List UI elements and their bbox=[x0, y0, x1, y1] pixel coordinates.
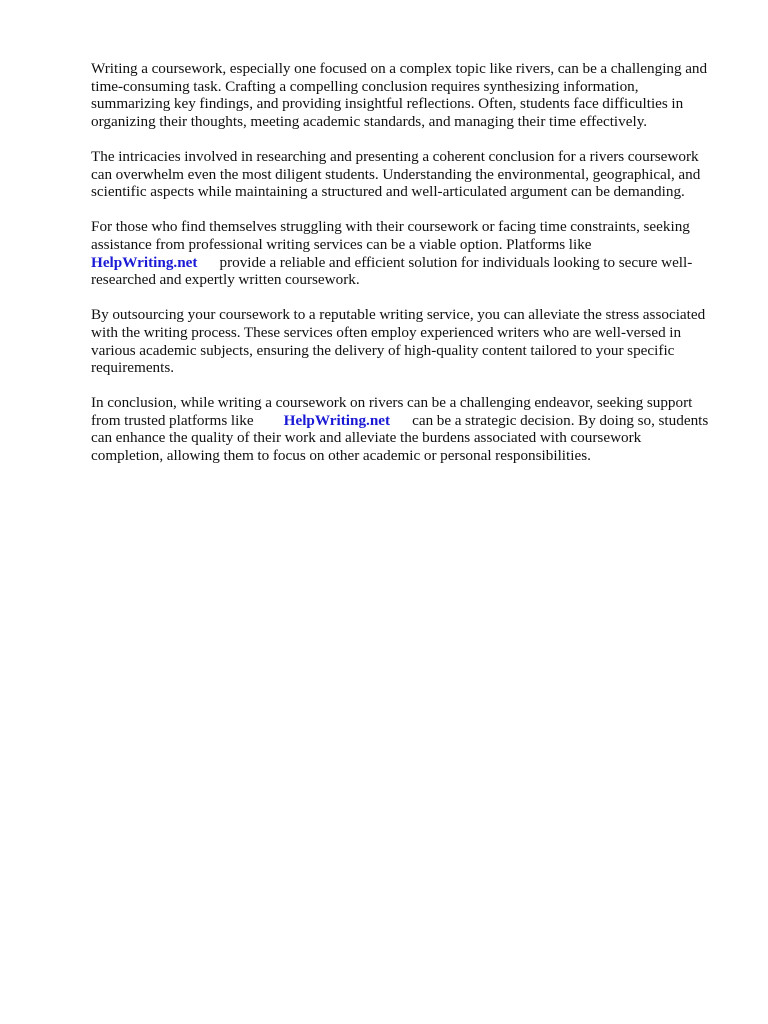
paragraph-line bbox=[91, 254, 731, 272]
paragraph-text: from trusted platforms like bbox=[91, 411, 254, 429]
paragraph-conclusion bbox=[91, 394, 731, 464]
paragraph-intro bbox=[91, 60, 731, 130]
paragraph-assistance bbox=[91, 218, 731, 288]
helpwriting-link[interactable]: HelpWriting.net bbox=[91, 253, 198, 271]
paragraph-outsourcing bbox=[91, 306, 731, 376]
paragraph-line: organizing their thoughts, meeting academic standards, and managing their time effectively. bbox=[91, 112, 648, 130]
paragraph-text: provide a reliable and efficient solution for individuals looking to secure well- bbox=[219, 253, 693, 271]
document-body bbox=[91, 60, 731, 482]
paragraph-line: By outsourcing your coursework to a reputable writing service, you can alleviate the stress associated bbox=[91, 306, 706, 324]
paragraph-text: can be a strategic decision. By doing so, students bbox=[412, 411, 709, 429]
paragraph-line: Writing a coursework, especially one focused on a complex topic like rivers, can be a challenging and bbox=[91, 60, 708, 77]
paragraph-line: can enhance the quality of their work and alleviate the burdens associated with coursework bbox=[91, 429, 642, 447]
paragraph-line: with the writing process. These services often employ experienced writers who are well-versed in bbox=[91, 323, 682, 341]
paragraph-line: completion, allowing them to focus on other academic or personal responsibilities. bbox=[91, 447, 591, 465]
paragraph-line: In conclusion, while writing a coursework on rivers can be a challenging endeavor, seeking support bbox=[91, 394, 693, 412]
paragraph-intricacies bbox=[91, 148, 731, 201]
helpwriting-link[interactable]: HelpWriting.net bbox=[283, 411, 391, 429]
paragraph-line: can overwhelm even the most diligent students. Understanding the environmental, geographical, and bbox=[91, 165, 701, 183]
paragraph-line: various academic subjects, ensuring the delivery of high-quality content tailored to your specific bbox=[91, 341, 675, 359]
paragraph-line: researched and expertly written coursework. bbox=[91, 271, 360, 289]
paragraph-line: requirements. bbox=[91, 359, 175, 377]
paragraph-line: summarizing key findings, and providing insightful reflections. Often, students face difficulties in bbox=[91, 95, 684, 113]
paragraph-line: The intricacies involved in researching and presenting a coherent conclusion for a rivers coursework bbox=[91, 147, 699, 165]
paragraph-line: time-consuming task. Crafting a compelling conclusion requires synthesizing information, bbox=[91, 77, 639, 95]
paragraph-line: scientific aspects while maintaining a structured and well-articulated argument can be demanding. bbox=[91, 183, 685, 201]
paragraph-line: assistance from professional writing services can be a viable option. Platforms like bbox=[91, 235, 592, 253]
paragraph-line bbox=[91, 412, 731, 430]
paragraph-line: For those who find themselves struggling with their coursework or facing time constraints, seeking bbox=[91, 218, 690, 236]
